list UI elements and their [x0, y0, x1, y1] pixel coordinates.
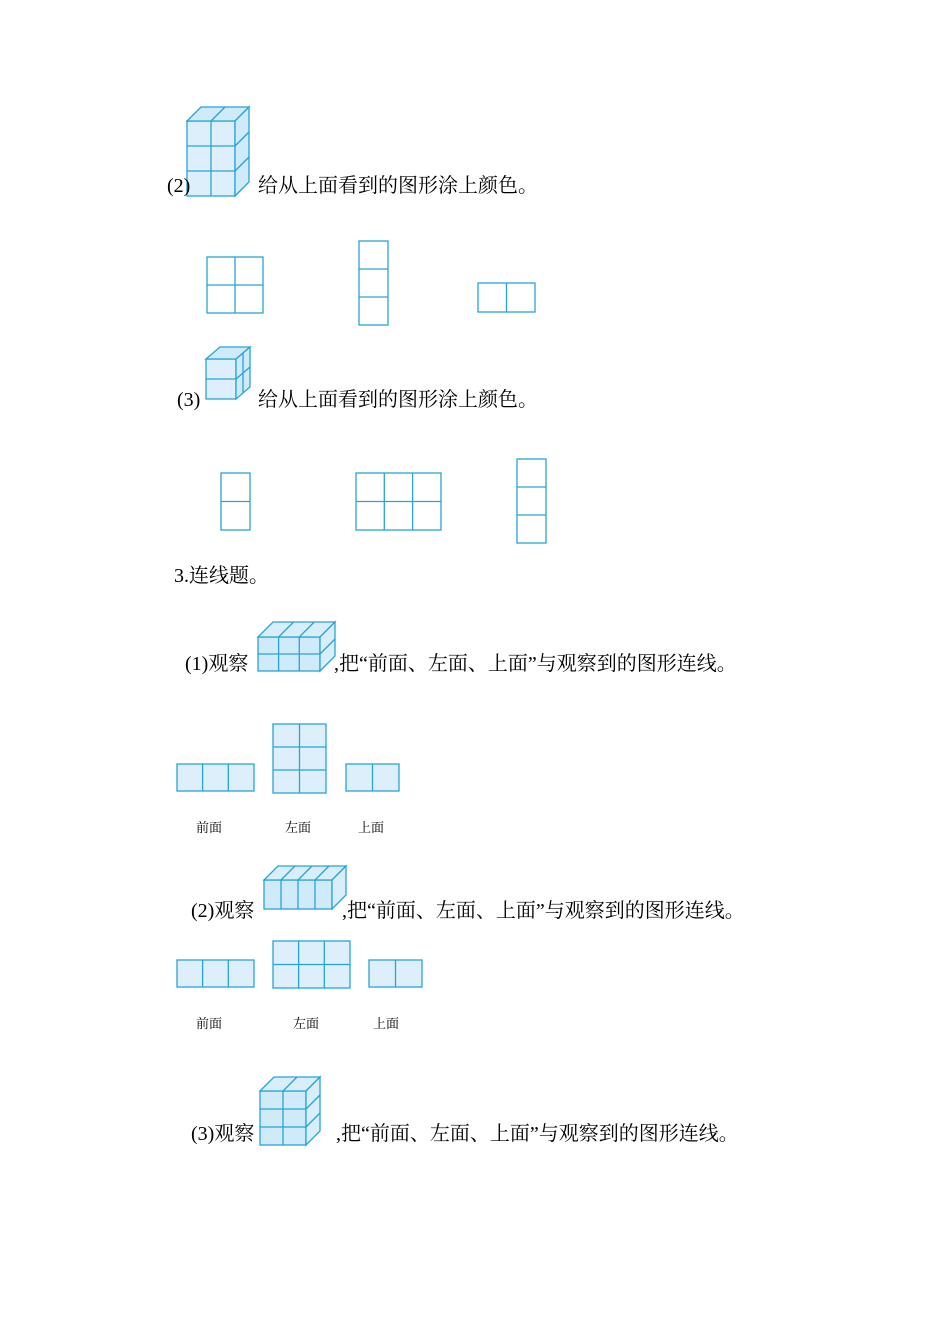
q2-number: (2) [167, 175, 191, 197]
option-1x3-vertical[interactable] [358, 240, 392, 330]
e3-1-suffix: ,把“前面、左面、上面”与观察到的图形连线。 [334, 653, 737, 675]
view-left-2-label: 左面 [293, 1016, 320, 1031]
e3-2-number [191, 897, 254, 925]
view-left-1-label: 左面 [285, 820, 312, 835]
q3-number: (3) [177, 389, 201, 411]
e3-3-suffix: ,把“前面、左面、上面”与观察到的图形连线。 [336, 1123, 739, 1145]
e3-2-prefix: 观察 [214, 900, 255, 922]
view-top-2-label: 上面 [373, 1016, 400, 1031]
option-2x1-horizontal[interactable] [477, 282, 539, 314]
solid-vertical-2x3-prism [185, 105, 265, 200]
e3-1-number-text: (1) [185, 653, 209, 675]
view-front-1[interactable] [176, 763, 256, 793]
view-left-1[interactable] [272, 723, 328, 795]
view-front-2-label: 前面 [196, 1016, 223, 1031]
e3-3-number [191, 1120, 254, 1148]
e3-2-number-text: (2) [191, 900, 215, 922]
e3-3-number-text: (3) [191, 1123, 215, 1145]
view-top-1-label: 上面 [358, 820, 385, 835]
solid-small-3d-block [204, 345, 264, 405]
e3-1-number [185, 650, 248, 678]
view-top-1[interactable] [345, 763, 401, 793]
view-top-2[interactable] [368, 959, 424, 989]
option-3x2-rect[interactable] [355, 472, 445, 534]
solid-cuboid-tall-2x2x3 [258, 1075, 324, 1147]
e3-2-suffix: ,把“前面、左面、上面”与观察到的图形连线。 [342, 900, 745, 922]
e3-1-prefix: 观察 [208, 653, 249, 675]
solid-cuboid-flat-4x1x2 [262, 864, 348, 914]
option-1x3-vertical-b[interactable] [516, 458, 550, 548]
q3-text: 给从上面看到的图形涂上颜色。 [258, 389, 538, 411]
e3-3-prefix: 观察 [214, 1123, 255, 1145]
exercise3-heading: 3.连线题。 [174, 565, 269, 587]
solid-cuboid-3x2x2 [256, 620, 336, 675]
view-front-2[interactable] [176, 959, 256, 989]
view-front-1-label: 前面 [196, 820, 223, 835]
view-left-2[interactable] [272, 940, 352, 990]
option-1x2-vertical[interactable] [220, 472, 254, 534]
option-2x2-square[interactable] [206, 256, 266, 316]
q2-text: 给从上面看到的图形涂上颜色。 [258, 175, 538, 197]
